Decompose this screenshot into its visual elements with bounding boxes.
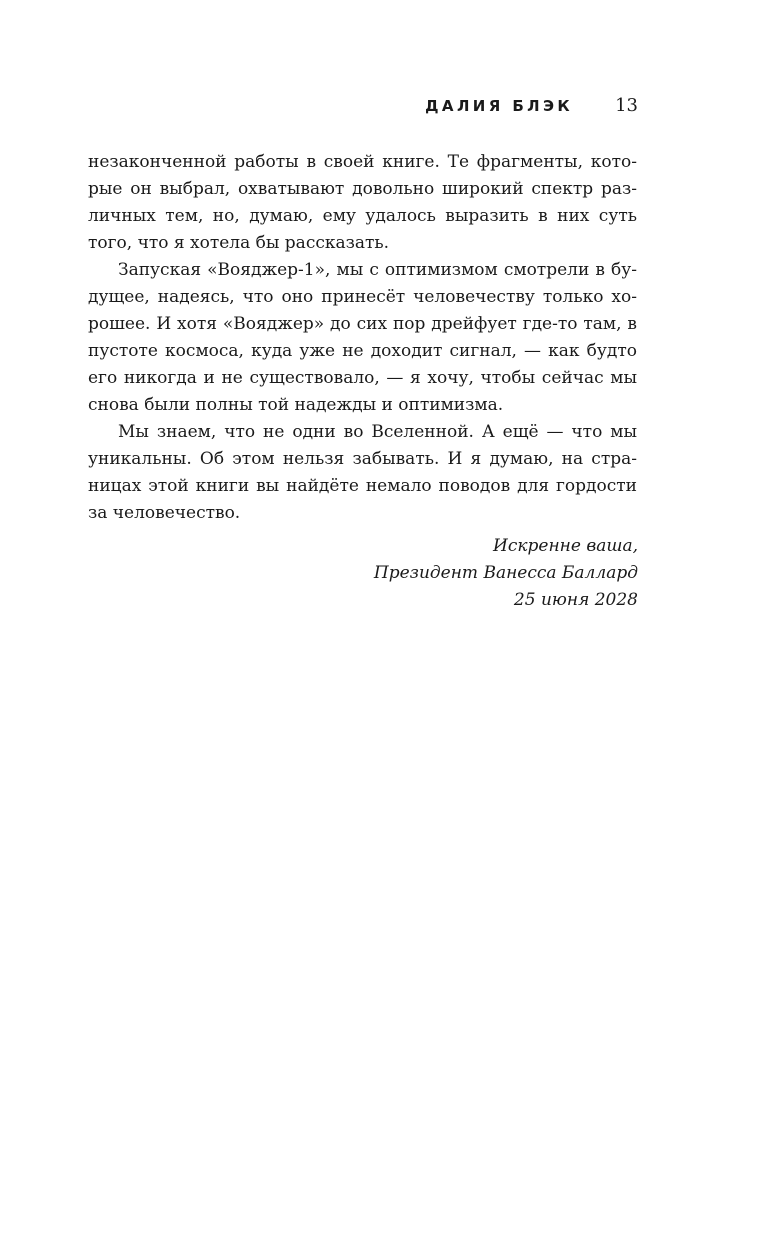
- text-line: Запуская «Вояджер-1», мы с оптимизмом смотрели в бу-: [118, 260, 637, 280]
- text-line: того, что я хотела бы рассказать.: [88, 233, 390, 253]
- text-line: уникальны. Об этом нельзя забывать. И я думаю, на стра-: [88, 449, 637, 469]
- text-line: рые он выбрал, охватывают довольно широкий спектр раз-: [88, 179, 637, 199]
- text-line: за человечество.: [88, 503, 241, 523]
- paragraph-2: [88, 257, 637, 419]
- text-line: незаконченной работы в своей книге. Те фрагменты, кото-: [88, 152, 637, 172]
- text-line: снова были полны той надежды и оптимизма.: [88, 395, 504, 415]
- text-line: рошее. И хотя «Вояджер» до сих пор дрейфует где-то там, в: [88, 314, 637, 334]
- signature-date: 25 июня 2028: [513, 590, 638, 610]
- text-line: личных тем, но, думаю, ему удалось выразить в них суть: [88, 206, 637, 226]
- paragraph-1: [88, 149, 637, 257]
- text-line: Мы знаем, что не одни во Вселенной. А ещё — что мы: [118, 422, 637, 442]
- signature-name: Президент Ванесса Баллард: [373, 563, 638, 583]
- text-line: пустоте космоса, куда уже не доходит сигнал, — как будто: [88, 341, 637, 361]
- text-line: ницах этой книги вы найдёте немало поводов для гордости: [88, 476, 637, 496]
- body-text: [88, 149, 637, 527]
- text-line: дущее, надеясь, что оно принесёт человечеству только хо-: [88, 287, 637, 307]
- text-line: его никогда и не существовало, — я хочу, чтобы сейчас мы: [88, 368, 637, 388]
- signature-block: [374, 533, 638, 614]
- running-header: [425, 95, 638, 116]
- signature-closing: Искренне ваша,: [493, 536, 638, 556]
- running-header-author: ДАЛИЯ БЛЭК: [425, 97, 574, 115]
- paragraph-3: [88, 419, 637, 527]
- page-number: 13: [615, 95, 638, 116]
